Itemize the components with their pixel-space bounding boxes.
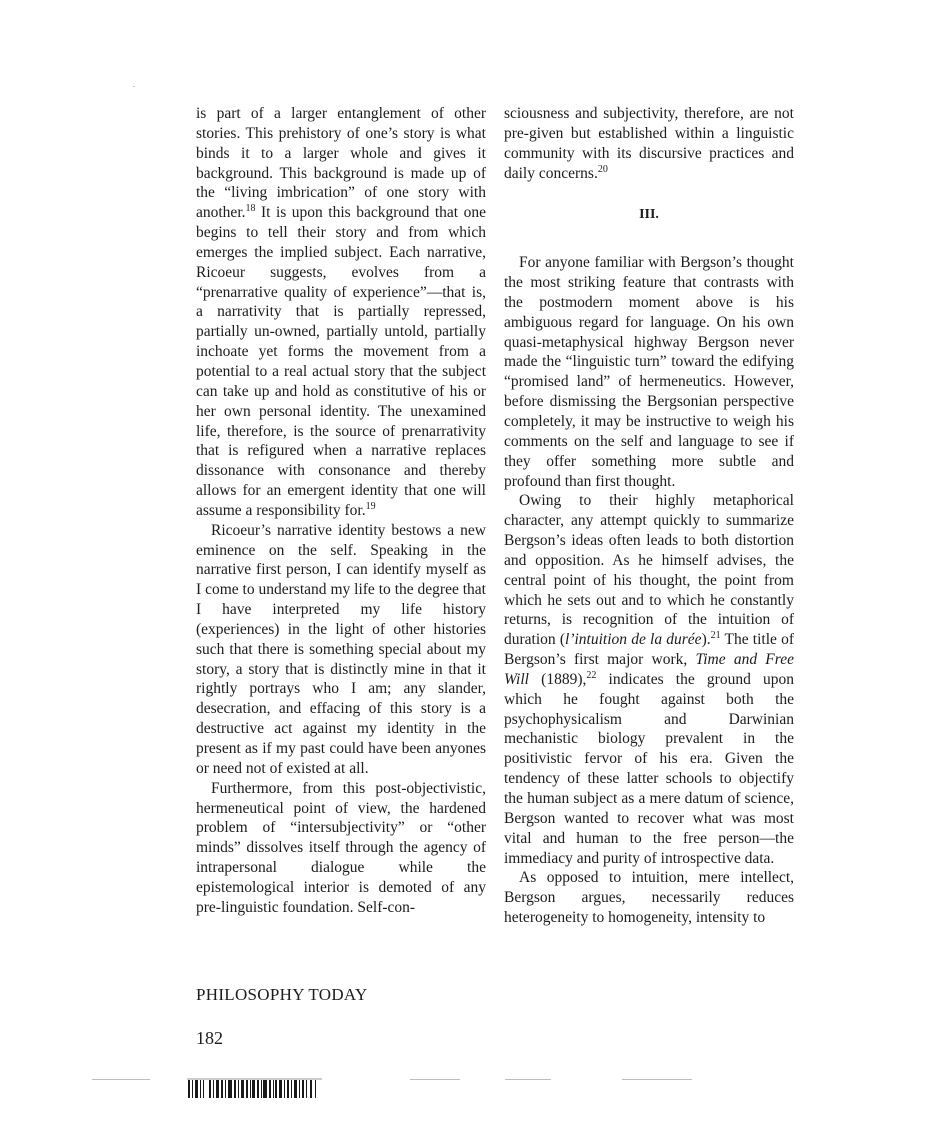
scan-rule — [505, 1079, 551, 1080]
paragraph: For anyone familiar with Bergson’s thought the most striking feature that contrasts with the postmodern moment above is his ambiguous regard for language. On his own quasi-metaphysical highway Bergson never made the “linguistic turn” toward the edifying “promised land” of hermeneutics. However, before dismissing the Bergsonian perspective completely, it may be instructive to weigh his comments on the self and language to see if they offer something more subtle and profound than first thought. — [504, 254, 794, 490]
footnote-ref: 19 — [365, 500, 376, 512]
italic-term: l’intuition de la durée — [565, 631, 702, 649]
scan-speck — [133, 86, 135, 87]
paragraph: Owing to their highly metaphorical character, any attempt quickly to summarize Bergson’s ideas often leads to both distortion and opposition. As he himself advises, the central point of his thought, the point from which he sets out and to which he constantly returns, is recognition of the intuition of duration (l’intuition de la durée).$^{21}$ The title of Bergson’s first major work, Time and Free Will (1889),$^{22}$ indicates the ground upon which he fought against both the psychophysicalism and Darwinian mechanistic biology prevalent in the positivistic fervor of his era. Given the tendency of these latter schools to objectify the human subject as a mere datum of science, Bergson wanted to recover what was most vital and human to the free person—the immediacy and purity of introspective data. — [504, 492, 794, 867]
section-heading: III. — [639, 207, 659, 223]
footnote-ref: 21 — [710, 630, 721, 642]
journal-title: PHILOSOPHY TODAY — [196, 985, 368, 1004]
paragraph: Ricoeur’s narrative identity bestows a new eminence on the self. Speaking in the narrative first person, I can identify myself as I come to understand my life to the degree that I have interpreted my life history (experiences) in the light of other histories such that there is something special about my story, a story that is distinctly mine in that it rightly portrays who I am; any slander, desecration, and effacing of this story is a destructive act against my identity in the present as if my past could have been anyones or need not of existed at all. — [196, 521, 486, 777]
right-column — [504, 104, 794, 928]
paragraph: Furthermore, from this post-objectivistic, hermeneutical point of view, the hardened problem of “intersubjectivity” or “other minds” dissolves itself through the agency of intrapersonal dialogue while the epistemological interior is demoted of any pre-linguistic foundation. Self-con- — [196, 779, 486, 916]
scan-rule — [92, 1079, 150, 1080]
paragraph: is part of a larger entanglement of other stories. This prehistory of one’s story is what binds it to a larger whole and gives it background. This background is made up of the “living imbrication” of one story with another.$^{18}$ It is upon this background that one begins to tell their story and from which emerges the implied subject. Each narrative, Ricoeur suggests, evolves from a “prenarrative quality of experience”—that is, a narrativity that is partially repressed, partially un-owned, partially untold, partially inchoate yet forms the movement from a potential to a real actual story that the subject can take up and hold as constitutive of his or her own personal identity. The unexamined life, therefore, is the source of prenarrativity that is refigured when a narrative replaces dissonance with consonance and thereby allows for an emergent identity that one will assume a responsibility for.$^{19}$ — [196, 105, 486, 519]
footnote-ref: 22 — [586, 669, 597, 681]
barcode — [186, 1076, 322, 1098]
footnote-ref: 20 — [597, 163, 608, 175]
scan-rule — [410, 1079, 460, 1080]
paragraph: As opposed to intuition, mere intellect, Bergson argues, necessarily reduces heterogeneity to homogeneity, intensity to — [504, 869, 794, 927]
footnote-ref: 18 — [245, 203, 256, 215]
page-number: 182 — [196, 1028, 223, 1048]
scan-rule — [622, 1079, 692, 1080]
paragraph: sciousness and subjectivity, therefore, are not pre-given but established within a linguistic community with its discursive practices and daily concerns.$^{20}$ — [504, 105, 794, 182]
book-title: Time and Free Will — [504, 651, 794, 688]
left-column — [196, 104, 486, 918]
